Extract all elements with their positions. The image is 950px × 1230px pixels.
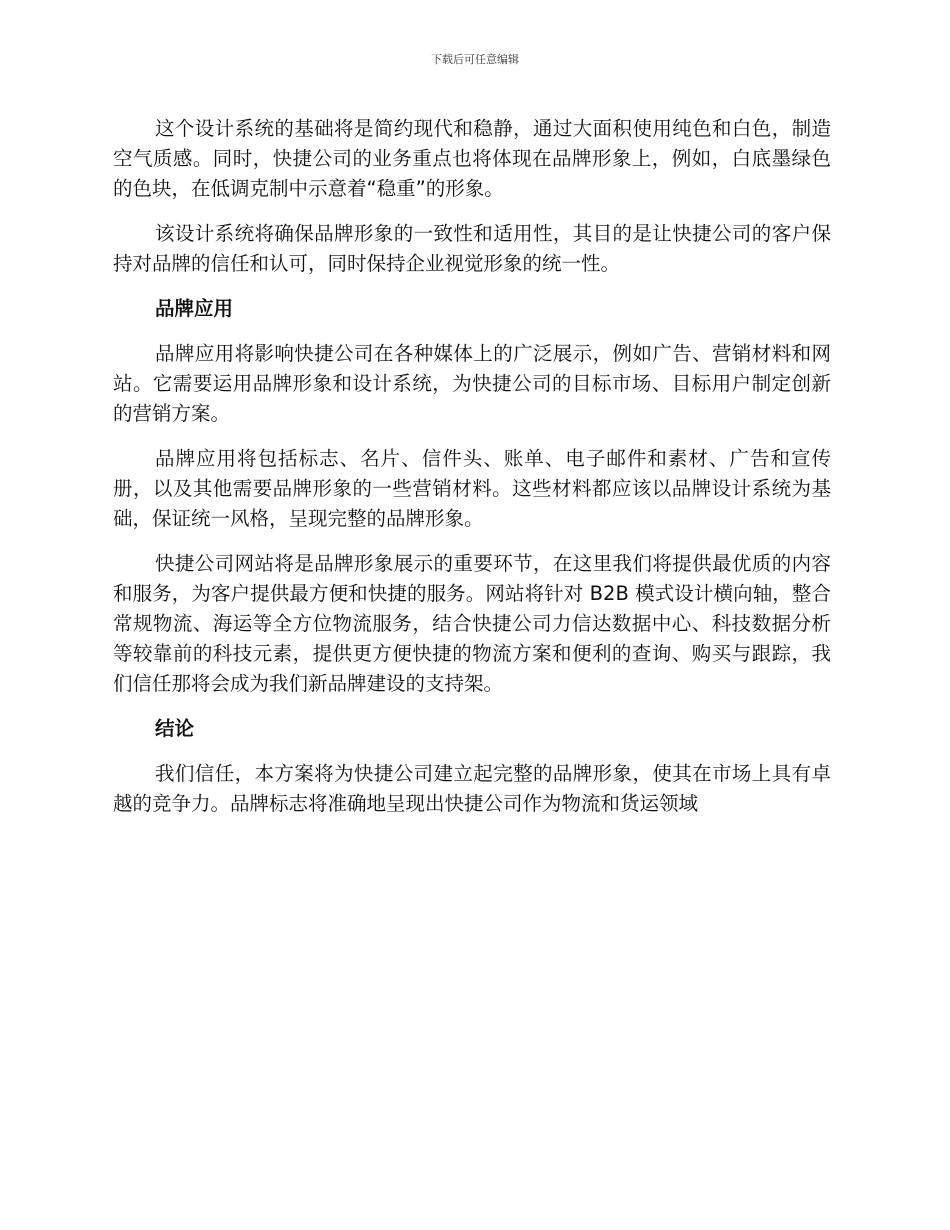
document-body <box>113 114 831 834</box>
paragraph-brand-application-media: 品牌应用将影响快捷公司在各种媒体上的广泛展示，例如广告、营销材料和网站。它需要运用品牌形象和设计系统，为快捷公司的目标市场、目标用户制定创新的营销方案。 <box>113 342 831 425</box>
paragraph-conclusion: 我们信任，本方案将为快捷公司建立起完整的品牌形象，使其在市场上具有卓越的竞争力。品牌标志将准确地呈现出快捷公司作为物流和货运领域 <box>113 762 831 815</box>
section-heading-conclusion: 结论 <box>155 717 195 740</box>
paragraph-design-system-basis: 这个设计系统的基础将是简约现代和稳静，通过大面积使用纯色和白色，制造空气质感。同时，快捷公司的业务重点也将体现在品牌形象上，例如，白底墨绿色的色块，在低调克制中示意着“稳重”的形象。 <box>113 117 831 200</box>
section-heading-brand-application: 品牌应用 <box>155 297 234 320</box>
paragraph-brand-application-materials: 品牌应用将包括标志、名片、信件头、账单、电子邮件和素材、广告和宣传册，以及其他需要品牌形象的一些营销材料。这些材料都应该以品牌设计系统为基础，保证统一风格，呈现完整的品牌形象。 <box>113 447 831 530</box>
paragraph-design-system-consistency: 该设计系统将确保品牌形象的一致性和适用性，其目的是让快捷公司的客户保持对品牌的信任和认可，同时保持企业视觉形象的统一性。 <box>113 222 831 275</box>
paragraph-company-website: 快捷公司网站将是品牌形象展示的重要环节，在这里我们将提供最优质的内容和服务，为客户提供最方便和快捷的服务。网站将针对 B2B 模式设计横向轴，整合常规物流、海运等全方位物流服务，结合快捷公司力信达数据中心、科技数据分析等较靠前的科技元素，提供更方便快捷的物流方案和便利的查询、购买与跟踪，我们信任那将会成为我们新品牌建设的支持架。 <box>113 552 831 695</box>
page-header: 下载后可任意编辑 <box>431 53 519 66</box>
